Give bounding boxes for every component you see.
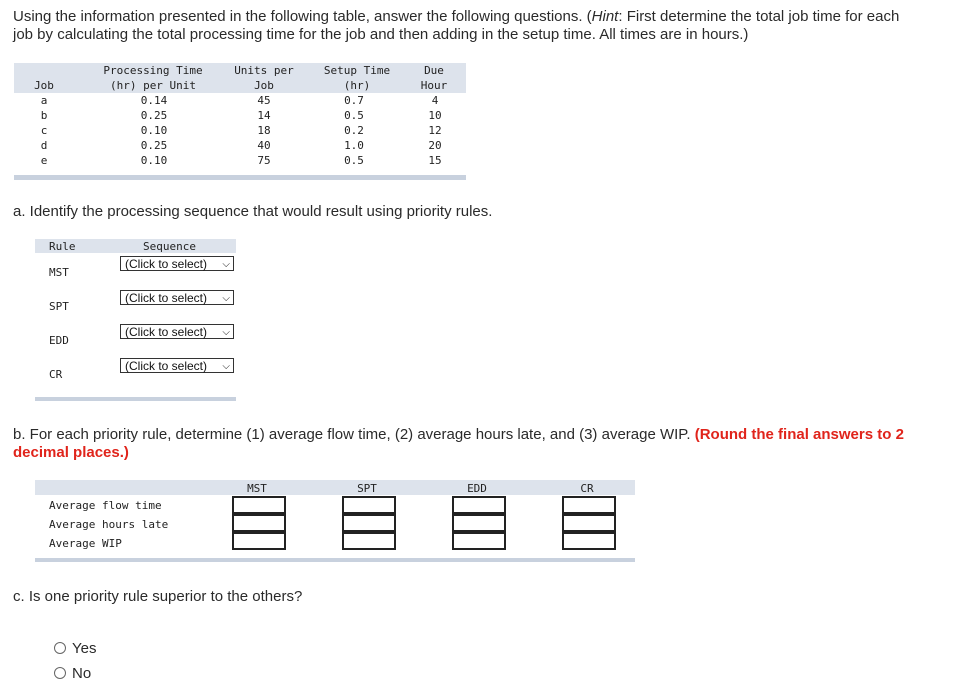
cell-proc: 0.25 (140, 139, 168, 152)
select-text: (Click to select) (125, 257, 208, 271)
cell-due: 4 (431, 94, 439, 107)
cell-proc: 0.14 (140, 94, 168, 107)
rule-label: SPT (49, 300, 69, 313)
header-job: Job (34, 79, 54, 92)
instructions-text-a: Using the information presented in the following table, answer the following questions. ( (13, 8, 592, 25)
rounding-instruction-2: decimal places.) (13, 444, 129, 461)
sequence-select-mst[interactable] (120, 256, 234, 271)
cell-units: 75 (257, 154, 271, 167)
cell-proc: 0.10 (140, 154, 168, 167)
input-edd-flow-time[interactable] (452, 496, 506, 514)
header-units-per-job-2: Job (254, 79, 274, 92)
sequence-select-spt[interactable] (120, 290, 234, 305)
cell-job: a (40, 94, 48, 107)
chevron-down-icon: ⌵ (222, 293, 230, 304)
instructions-text-c: job by calculating the total processing time for the job and then adding in the setup time. All times are in hours.) (13, 26, 749, 43)
column-spt: SPT (357, 482, 377, 495)
cell-job: e (40, 154, 48, 167)
input-mst-hours-late[interactable] (232, 514, 286, 532)
header-due: Due (424, 64, 444, 77)
cell-units: 45 (257, 94, 271, 107)
column-mst: MST (247, 482, 267, 495)
row-label-average-hours-late: Average hours late (49, 518, 169, 531)
chevron-down-icon: ⌵ (222, 361, 230, 372)
chevron-down-icon: ⌵ (222, 327, 230, 338)
results-grid-footer-bar (35, 558, 635, 562)
part-a-question: a. Identify the processing sequence that would result using priority rules. (13, 203, 493, 220)
cell-units: 14 (257, 109, 271, 122)
input-cr-wip[interactable] (562, 532, 616, 550)
input-mst-flow-time[interactable] (232, 496, 286, 514)
radio-no[interactable] (54, 667, 66, 679)
cell-setup: 0.2 (344, 124, 364, 137)
chevron-down-icon: ⌵ (222, 259, 230, 270)
part-c-question: c. Is one priority rule superior to the others? (13, 588, 303, 605)
cell-setup: 1.0 (344, 139, 364, 152)
results-grid (35, 480, 635, 564)
instructions (13, 8, 958, 44)
header-processing-time-unit: (hr) per Unit (109, 79, 197, 92)
part-b-question-text: b. For each priority rule, determine (1) average flow time, (2) average hours late, and (3) average WIP. (13, 426, 691, 443)
cell-units: 18 (257, 124, 271, 137)
input-spt-flow-time[interactable] (342, 496, 396, 514)
instructions-text-b: : First determine the total job time for each (618, 8, 900, 25)
cell-proc: 0.10 (140, 124, 168, 137)
row-label-average-flow-time: Average flow time (49, 499, 162, 512)
cell-units: 40 (257, 139, 271, 152)
cell-setup: 0.7 (344, 94, 364, 107)
answer-options (54, 640, 174, 680)
rule-label: MST (49, 266, 69, 279)
sequence-select-edd[interactable] (120, 324, 234, 339)
header-setup-time-unit: (hr) (343, 79, 371, 92)
cell-job: d (40, 139, 48, 152)
option-no-label[interactable]: No (72, 665, 92, 682)
jobs-table-footer-bar (14, 175, 466, 180)
select-text: (Click to select) (125, 291, 208, 305)
input-edd-wip[interactable] (452, 532, 506, 550)
header-processing-time: Processing Time (103, 64, 203, 77)
input-cr-hours-late[interactable] (562, 514, 616, 532)
sequence-table-footer-bar (35, 397, 236, 401)
cell-setup: 0.5 (344, 154, 364, 167)
row-label-average-wip: Average WIP (49, 537, 122, 550)
header-units-per-job: Units per (234, 64, 294, 77)
jobs-table (14, 63, 466, 183)
option-yes-label[interactable]: Yes (72, 640, 97, 657)
input-spt-wip[interactable] (342, 532, 396, 550)
input-cr-flow-time[interactable] (562, 496, 616, 514)
cell-due: 20 (428, 139, 442, 152)
sequence-select-cr[interactable] (120, 358, 234, 373)
radio-yes[interactable] (54, 642, 66, 654)
select-text: (Click to select) (125, 325, 208, 339)
cell-due: 12 (428, 124, 442, 137)
part-b-question (13, 426, 953, 462)
hint-label: Hint (591, 8, 619, 25)
header-sequence: Sequence (143, 240, 196, 253)
cell-proc: 0.25 (140, 109, 168, 122)
rounding-instruction: (Round the final answers to 2 (694, 426, 904, 443)
input-mst-wip[interactable] (232, 532, 286, 550)
header-rule: Rule (49, 240, 76, 253)
results-grid-header (35, 480, 635, 495)
rule-label: CR (49, 368, 63, 381)
column-cr: CR (580, 482, 594, 495)
cell-job: b (40, 109, 48, 122)
header-setup-time: Setup Time (323, 64, 391, 77)
select-text: (Click to select) (125, 359, 208, 373)
cell-setup: 0.5 (344, 109, 364, 122)
cell-due: 10 (428, 109, 442, 122)
cell-job: c (40, 124, 48, 137)
column-edd: EDD (467, 482, 487, 495)
cell-due: 15 (428, 154, 442, 167)
input-spt-hours-late[interactable] (342, 514, 396, 532)
rule-label: EDD (49, 334, 69, 347)
input-edd-hours-late[interactable] (452, 514, 506, 532)
header-due-hour: Hour (420, 79, 448, 92)
sequence-table (35, 239, 236, 404)
